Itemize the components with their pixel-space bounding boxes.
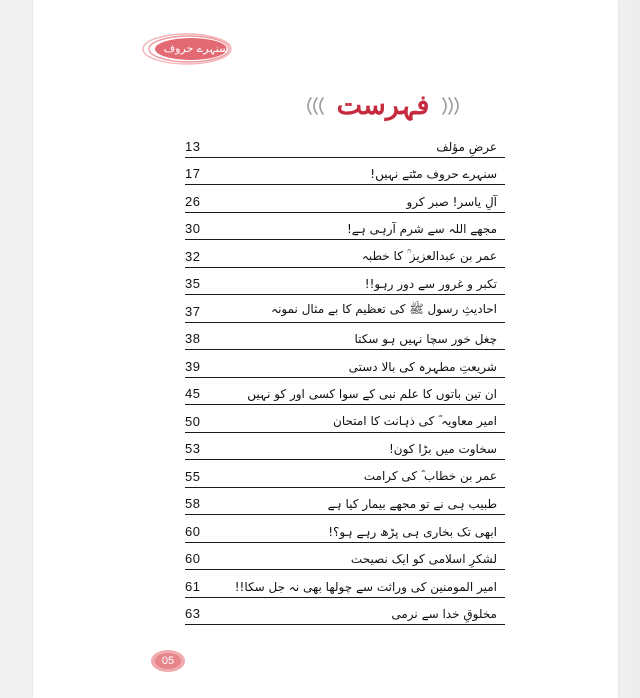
toc-entry-title: ابھی تک بخاری ہی پڑھ رہے ہو؟! [328,524,497,539]
toc-entry-title: چغل خور سچا نہیں ہو سکتا [354,332,497,346]
toc-entry-page: 32 [185,248,201,264]
toc-entry-title: ان تین باتوں کا علم نبی کے سوا کسی اور کو نہیں [247,387,497,401]
toc-entry [185,378,505,406]
toc-entry [185,158,505,186]
toc-entry-title: لشکرِ اسلامی کو ایک نصیحت [350,552,497,566]
toc-entry-page: 53 [185,441,201,456]
header-badge [141,32,233,66]
toc-entry [185,213,505,241]
toc-entry [185,185,505,213]
toc-entry-page: 39 [185,358,201,374]
toc-entry [185,130,505,158]
toc-entry-page: 50 [185,413,201,429]
toc-entry [185,295,505,323]
toc-entry-title: عمر بن خطاب ؓ کی کرامت [363,468,497,483]
toc-entry-page: 60 [185,523,201,539]
toc-entry-page: 38 [185,331,201,346]
toc-entry-title: احادیثِ رسول ﷺ کی تعظیم کا بے مثال نمونہ [271,301,497,316]
page-number-badge [149,648,187,674]
toc-entry-page: 60 [185,551,201,566]
toc-entry [185,488,505,516]
toc-entry-page: 45 [185,386,201,401]
toc-entry-title: تکبر و غرور سے دور رہو!! [364,277,497,291]
toc-entry-title: مجھے اللہ سے شرم آرہی ہے! [346,222,497,236]
header-badge-label: سنہرے حروف [163,42,229,55]
toc-entry [185,240,505,268]
toc-entry [185,268,505,296]
document-page [33,0,618,698]
toc-entry-title: طبیب ہی نے تو مجھے بیمار کیا ہے [327,497,497,511]
toc-entry-page: 61 [185,578,201,594]
toc-entry-page: 63 [185,606,201,621]
toc-entry [185,350,505,378]
toc-entry-page: 55 [185,468,201,484]
toc-entry-title: مخلوقِ خدا سے نرمی [391,607,497,621]
toc-entry-title: شریعتِ مطہرہ کی بالا دستی [348,359,497,374]
toc-entry [185,433,505,461]
page-title: فہرست [336,90,430,121]
table-of-contents [185,130,505,625]
toc-entry-title: آلِ یاسر! صبر کرو [406,194,497,209]
toc-entry [185,460,505,488]
toc-entry [185,598,505,626]
page-number: 05 [161,655,175,667]
toc-entry [185,405,505,433]
toc-entry-page: 26 [185,193,201,209]
toc-entry-page: 17 [185,166,201,181]
toc-entry-page: 30 [185,221,201,236]
toc-entry [185,543,505,571]
toc-entry-page: 13 [185,138,201,154]
toc-entry [185,570,505,598]
toc-entry-title: سخاوت میں بڑا کون! [388,442,497,456]
toc-entry-title: عمر بن عبدالعزیز ؒ کا خطبہ [361,248,497,263]
toc-entry [185,323,505,351]
toc-entry-page: 37 [185,303,201,319]
toc-entry [185,515,505,543]
toc-entry-title: سنہرے حروف مٹتے نہیں! [370,167,497,181]
toc-entry-title: امیر معاویہ ؓ کی ذہانت کا امتحان [333,413,497,428]
toc-entry-page: 35 [185,276,201,291]
toc-entry-page: 58 [185,496,201,511]
toc-heading [293,86,473,126]
toc-entry-title: امیر المومنین کی وراثت سے چولھا بھی نہ جل سکا!! [234,579,497,594]
toc-entry-title: عرضِ مؤلف [436,139,497,154]
